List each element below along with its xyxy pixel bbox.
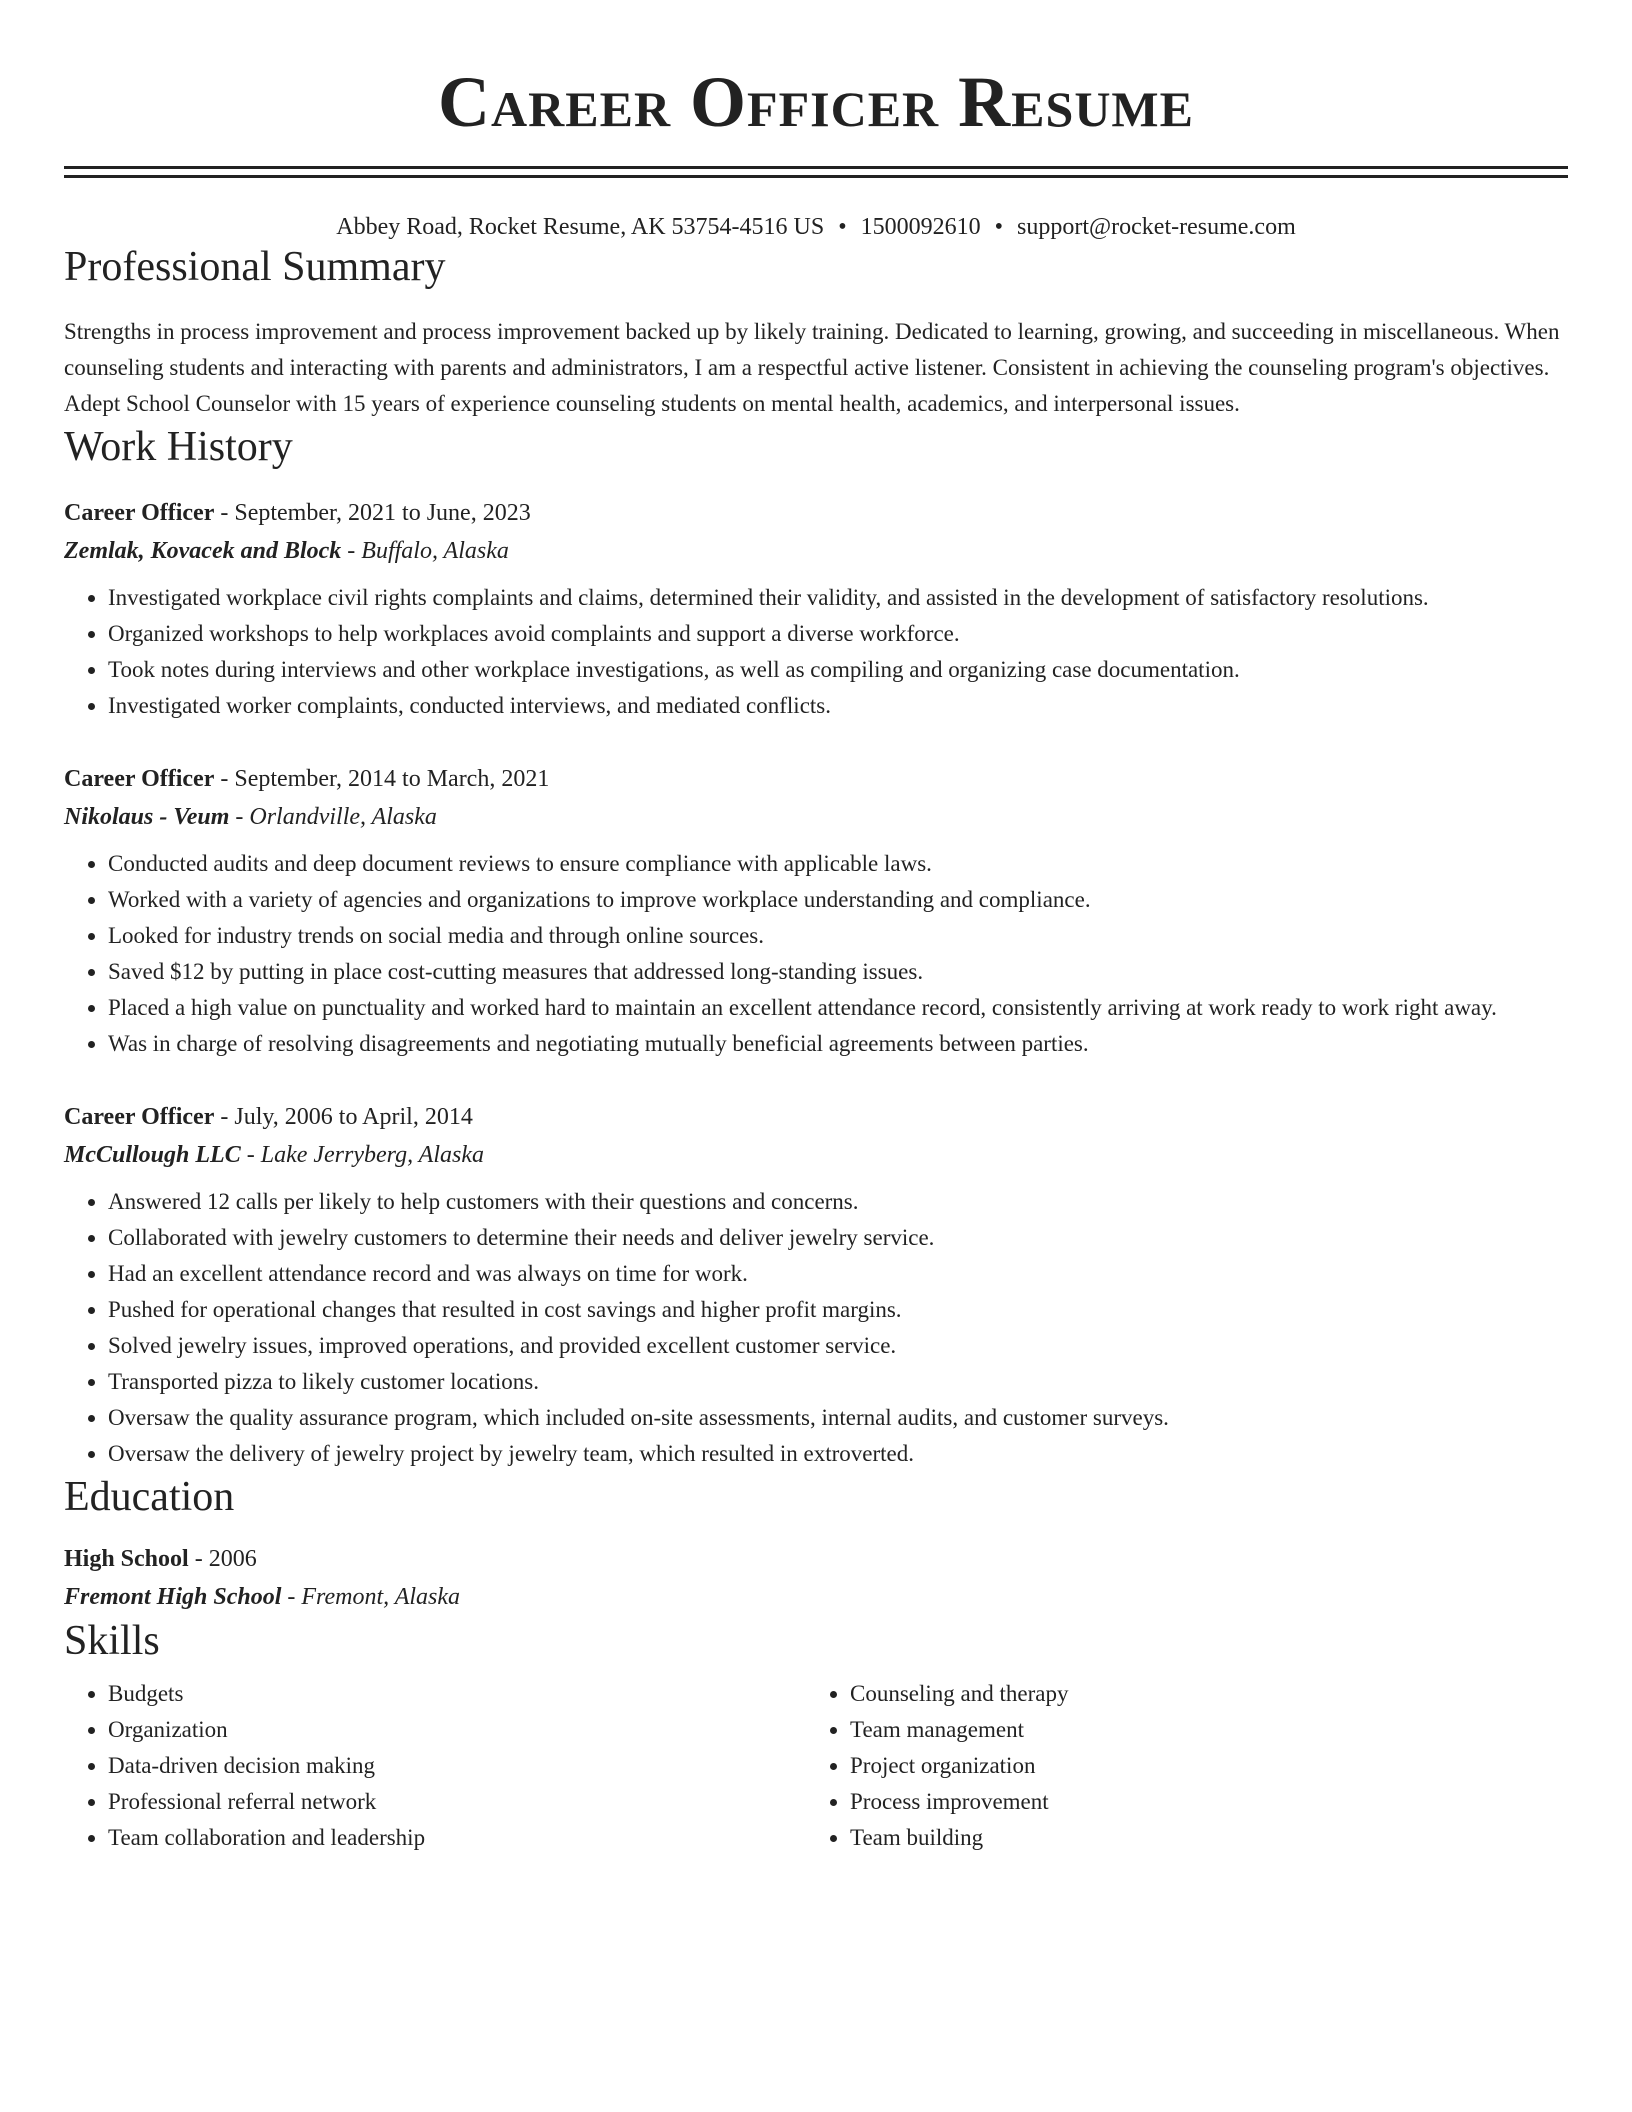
dash: - bbox=[240, 1142, 261, 1168]
list-item: • Worked with a variety of agencies and organizations to improve workplace understanding and compliance. bbox=[108, 882, 1568, 918]
list-item: • Took notes during interviews and other workplace investigations, as well as compiling and organizing case documentation. bbox=[108, 652, 1568, 688]
job-title-line bbox=[64, 494, 1568, 532]
job-bullets bbox=[64, 846, 1568, 1062]
job-dates: September, 2014 to March, 2021 bbox=[234, 766, 550, 792]
list-item: • Collaborated with jewelry customers to determine their needs and deliver jewelry service. bbox=[108, 1220, 1568, 1256]
list-item: • Oversaw the quality assurance program, which included on-site assessments, internal audits, and customer surveys. bbox=[108, 1400, 1568, 1436]
dash: - bbox=[214, 500, 235, 526]
list-item: • Placed a high value on punctuality and worked hard to maintain an excellent attendance record, consistently arriving at work ready to work right away. bbox=[108, 990, 1568, 1026]
list-item: • Looked for industry trends on social media and through online sources. bbox=[108, 918, 1568, 954]
list-item: • Oversaw the delivery of jewelry project by jewelry team, which resulted in extroverted. bbox=[108, 1436, 1568, 1472]
contact-separator: • bbox=[838, 214, 847, 240]
contact-line bbox=[64, 212, 1568, 242]
skill-item: • Team management bbox=[850, 1712, 1548, 1748]
job-title: Career Officer bbox=[64, 1104, 215, 1130]
summary-heading: Professional Summary bbox=[64, 244, 446, 290]
skill-item: • Project organization bbox=[850, 1748, 1548, 1784]
school-line bbox=[64, 1578, 1568, 1616]
list-item: • Saved $12 by putting in place cost-cutting measures that addressed long-standing issues. bbox=[108, 954, 1568, 990]
job-entry bbox=[64, 760, 1568, 1062]
skill-item: • Team building bbox=[850, 1820, 1548, 1856]
list-item: • Pushed for operational changes that resulted in cost savings and higher profit margins. bbox=[108, 1292, 1568, 1328]
list-item: • Solved jewelry issues, improved operations, and provided excellent customer service. bbox=[108, 1328, 1568, 1364]
title-divider-top bbox=[64, 166, 1568, 169]
dash: - bbox=[214, 1104, 235, 1130]
job-entry bbox=[64, 494, 1568, 724]
resume-title: Career Officer Resume bbox=[438, 62, 1194, 142]
contact-address: Abbey Road, Rocket Resume, AK 53754-4516 US bbox=[336, 214, 825, 240]
skill-item: • Team collaboration and leadership bbox=[108, 1820, 806, 1856]
job-bullets bbox=[64, 580, 1568, 724]
company-line bbox=[64, 798, 1568, 836]
education-heading: Education bbox=[64, 1474, 235, 1520]
job-title-line bbox=[64, 760, 1568, 798]
skill-item: • Process improvement bbox=[850, 1784, 1548, 1820]
list-item: • Investigated workplace civil rights complaints and claims, determined their validity, and assisted in the development of satisfactory resolutions. bbox=[108, 580, 1568, 616]
company-name: Zemlak, Kovacek and Block bbox=[64, 538, 342, 564]
work-history-heading: Work History bbox=[64, 424, 293, 470]
company-name: Nikolaus - Veum bbox=[64, 804, 230, 830]
job-entry bbox=[64, 1098, 1568, 1472]
list-item: • Had an excellent attendance record and was always on time for work. bbox=[108, 1256, 1568, 1292]
skill-item: • Data-driven decision making bbox=[108, 1748, 806, 1784]
skill-item: • Counseling and therapy bbox=[850, 1676, 1548, 1712]
list-item: • Was in charge of resolving disagreements and negotiating mutually beneficial agreements between parties. bbox=[108, 1026, 1568, 1062]
job-title-line bbox=[64, 1098, 1568, 1136]
dash: - bbox=[341, 538, 362, 564]
job-location: Orlandville, Alaska bbox=[249, 804, 437, 830]
job-title: Career Officer bbox=[64, 766, 215, 792]
dash: - bbox=[214, 766, 235, 792]
list-item: • Investigated worker complaints, conducted interviews, and mediated conflicts. bbox=[108, 688, 1568, 724]
company-line bbox=[64, 532, 1568, 570]
company-name: McCullough LLC bbox=[64, 1142, 241, 1168]
job-location: Buffalo, Alaska bbox=[361, 538, 509, 564]
skills-grid bbox=[64, 1676, 1568, 1856]
contact-separator: • bbox=[994, 214, 1004, 240]
degree: High School bbox=[64, 1546, 189, 1572]
skill-item: • Organization bbox=[108, 1712, 806, 1748]
skill-item: • Budgets bbox=[108, 1676, 806, 1712]
dash: - bbox=[188, 1546, 209, 1572]
company-line bbox=[64, 1136, 1568, 1174]
school-location: Fremont, Alaska bbox=[301, 1584, 461, 1610]
list-item: • Conducted audits and deep document reviews to ensure compliance with applicable laws. bbox=[108, 846, 1568, 882]
skills-column-right bbox=[806, 1676, 1548, 1856]
graduation-year: 2006 bbox=[208, 1546, 257, 1572]
list-item: • Organized workshops to help workplaces avoid complaints and support a diverse workforce. bbox=[108, 616, 1568, 652]
dash: - bbox=[281, 1584, 302, 1610]
skill-item: • Professional referral network bbox=[108, 1784, 806, 1820]
skills-heading: Skills bbox=[64, 1618, 160, 1664]
job-dates: July, 2006 to April, 2014 bbox=[234, 1104, 473, 1130]
job-bullets bbox=[64, 1184, 1568, 1472]
job-title: Career Officer bbox=[64, 500, 215, 526]
job-location: Lake Jerryberg, Alaska bbox=[260, 1142, 484, 1168]
school-name: Fremont High School bbox=[64, 1584, 282, 1610]
skills-column-left bbox=[64, 1676, 806, 1856]
summary-text: Strengths in process improvement and process improvement backed up by likely training. Dedicated to learning, growing, and succeeding in miscellaneous. When counseling students and interacting with parents and administrators, I am a respectful active listener. Consistent in achieving the counseling program's objectives. Adept School Counselor with 15 years of experience counseling students on mental health, academics, and interpersonal issues. bbox=[64, 319, 1560, 416]
contact-email: support@rocket-resume.com bbox=[1017, 214, 1296, 240]
dash: - bbox=[229, 804, 250, 830]
job-dates: September, 2021 to June, 2023 bbox=[234, 500, 531, 526]
education-entry bbox=[64, 1540, 1568, 1616]
list-item: • Answered 12 calls per likely to help customers with their questions and concerns. bbox=[108, 1184, 1568, 1220]
list-item: • Transported pizza to likely customer locations. bbox=[108, 1364, 1568, 1400]
contact-phone: 1500092610 bbox=[860, 214, 981, 240]
title-divider-bottom bbox=[64, 175, 1568, 178]
degree-line bbox=[64, 1540, 1568, 1578]
